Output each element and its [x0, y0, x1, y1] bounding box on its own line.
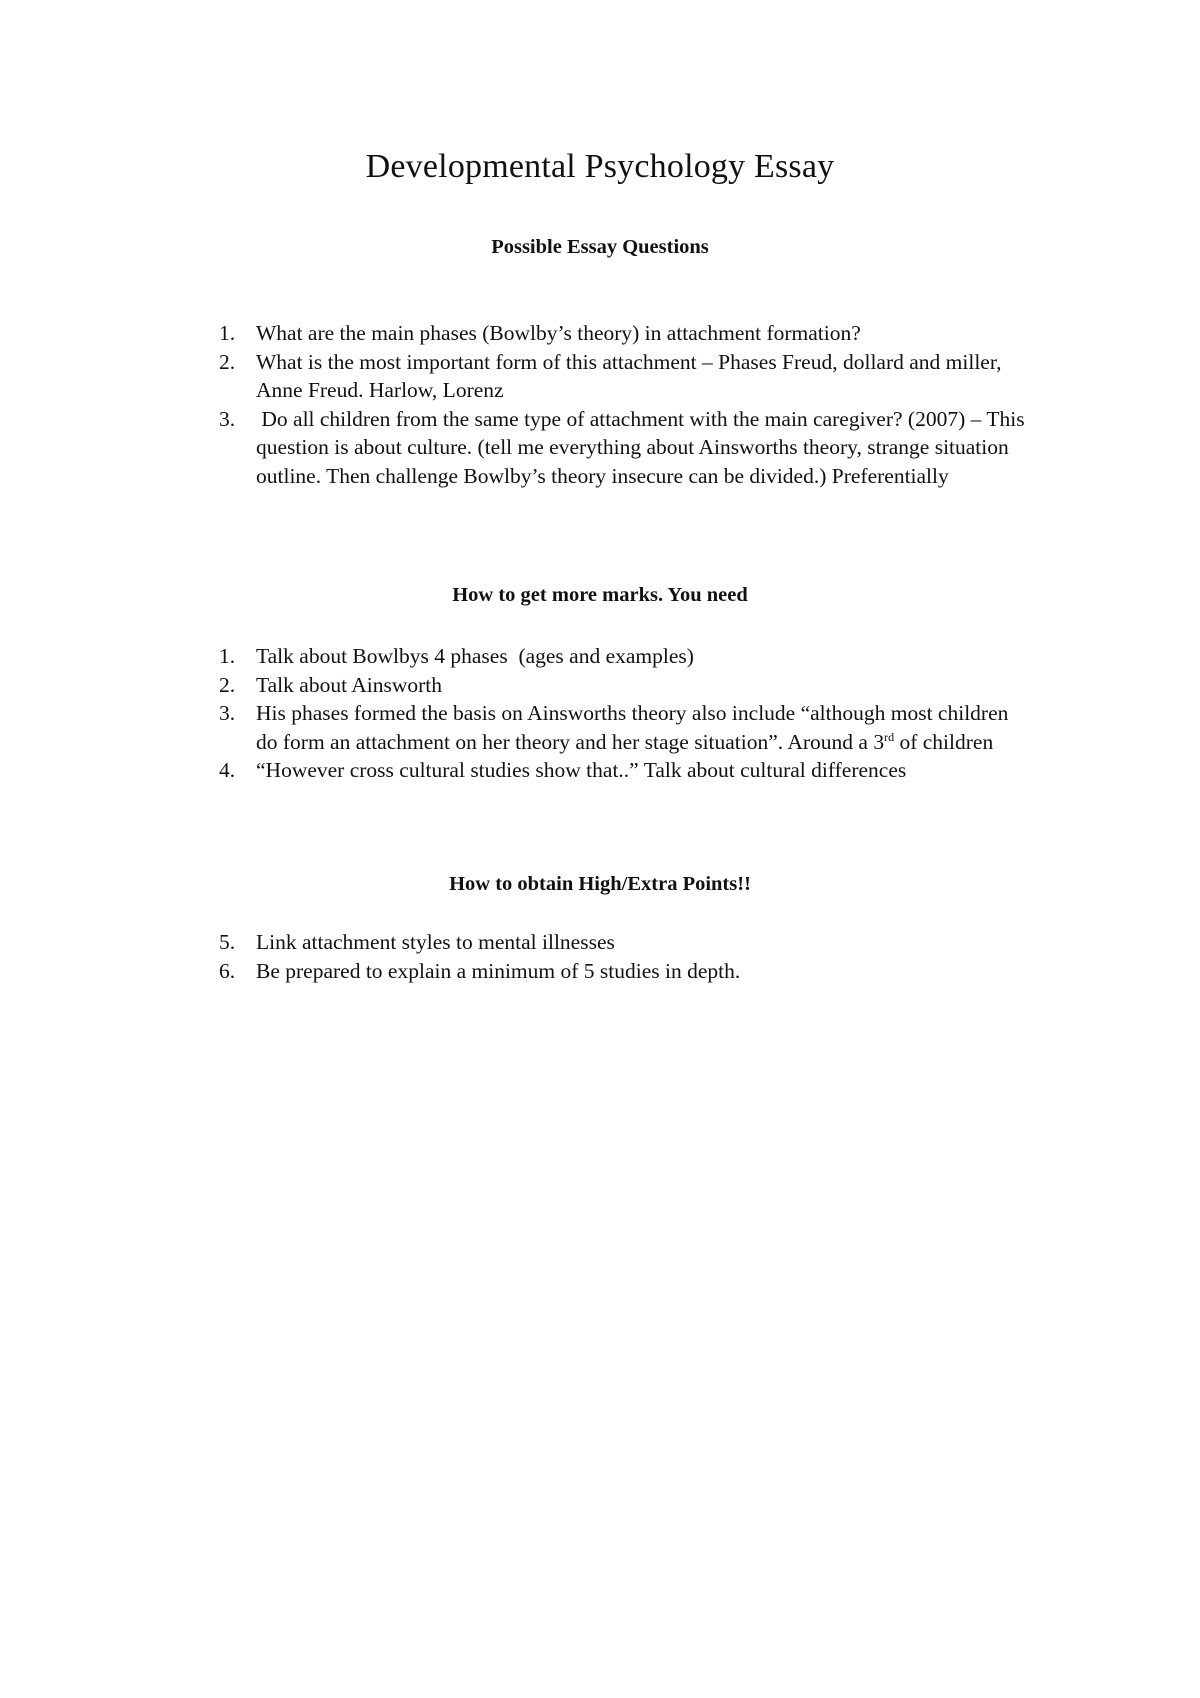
list-item — [0, 319, 1026, 348]
list-item — [0, 671, 1026, 700]
list-item — [0, 756, 1026, 785]
section-heading-possible-questions: Possible Essay Questions — [491, 236, 709, 258]
list-item-text-main: His phases formed the basis on Ainsworths theory also include “although most children do form an attachment on her theory and her stage situation”. Around a 3 — [256, 701, 1009, 754]
more-marks-list — [0, 642, 1200, 785]
list-item-number: 4. — [219, 758, 236, 782]
ordinal-superscript: rd — [884, 729, 895, 744]
list-item-text: Do all children from the same type of attachment with the main caregiver? (2007) – This question is about culture. (tell me everything about Ainsworths theory, strange situation outline. Then challenge Bowlby’s theory insecure can be divided.) Preferentially — [256, 406, 1030, 488]
list-item-text: Talk about Ainsworth — [256, 672, 443, 697]
list-item — [0, 405, 1030, 491]
extra-points-list — [0, 928, 1200, 985]
list-item — [0, 699, 1026, 756]
list-item-number: 1. — [219, 321, 236, 345]
list-item — [0, 642, 1026, 671]
list-item-number: 1. — [219, 644, 236, 668]
list-item-text: What is the most important form of this attachment – Phases Freud, dollard and miller, Anne Freud. Harlow, Lorenz — [256, 349, 1002, 402]
list-item-number: 6. — [219, 958, 236, 983]
list-item-number: 5. — [219, 930, 236, 954]
list-item-text: What are the main phases (Bowlby’s theory) in attachment formation? — [256, 321, 861, 345]
list-item — [0, 928, 1026, 957]
list-item-text: Be prepared to explain a minimum of 5 studies in depth. — [256, 958, 741, 983]
list-item-number: 3. — [219, 406, 236, 431]
list-item-text — [256, 699, 1026, 756]
section-heading-extra-points: How to obtain High/Extra Points!! — [449, 873, 751, 895]
document-title: Developmental Psychology Essay — [365, 148, 835, 185]
list-item-text: “However cross cultural studies show that..” Talk about cultural differences — [256, 758, 907, 782]
list-item-number: 2. — [219, 349, 236, 374]
list-item-text-tail: of children — [894, 729, 994, 754]
list-item-text: Talk about Bowlbys 4 phases (ages and examples) — [256, 644, 694, 668]
list-item — [0, 957, 1026, 986]
list-item — [0, 348, 1026, 405]
list-item-number: 2. — [219, 672, 236, 697]
list-item-text: Link attachment styles to mental illnesses — [256, 930, 615, 954]
list-item-number: 3. — [219, 701, 236, 725]
section-heading-more-marks: How to get more marks. You need — [452, 584, 748, 606]
possible-questions-list — [0, 319, 1200, 490]
